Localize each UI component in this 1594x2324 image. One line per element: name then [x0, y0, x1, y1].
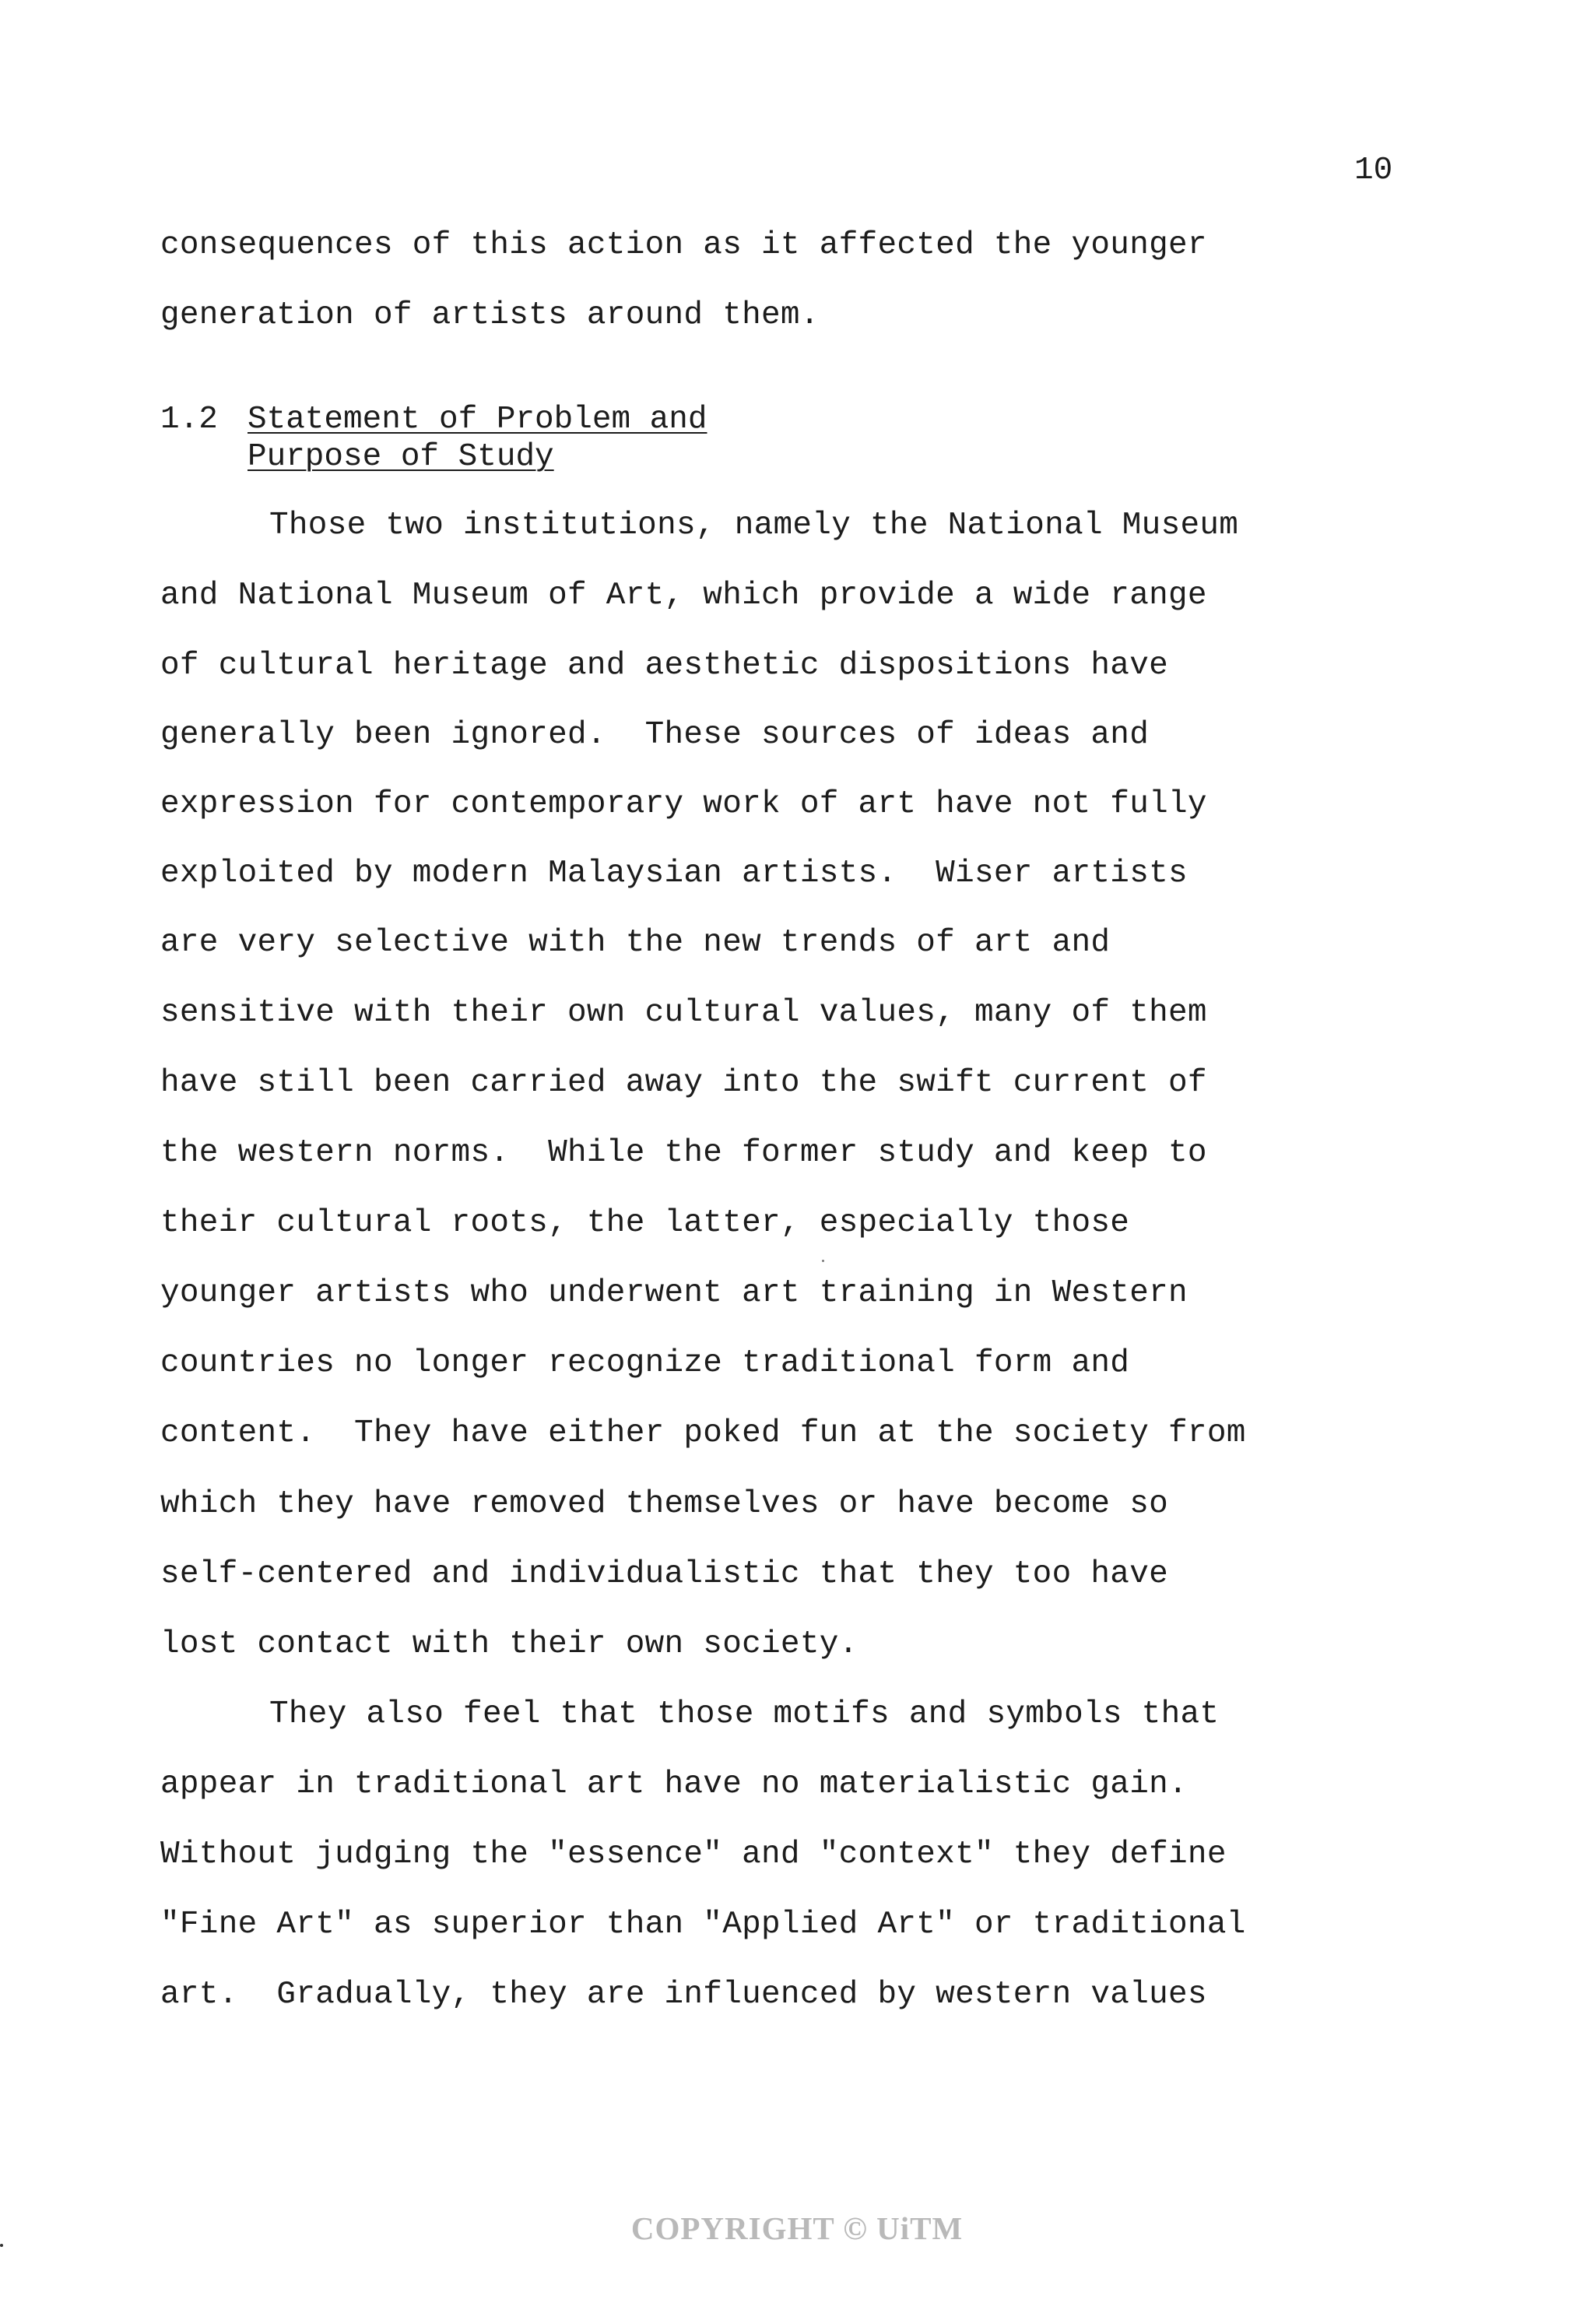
text-line: their cultural roots, the latter, especially those	[160, 1205, 1130, 1241]
section-title-line-1: Statement of Problem and	[248, 402, 707, 438]
text-line: self-centered and individualistic that they too have	[160, 1556, 1169, 1592]
text-line: Without judging the "essence" and "context" they define	[160, 1837, 1227, 1872]
text-line: consequences of this action as it affected the younger	[160, 227, 1207, 263]
text-line: expression for contemporary work of art have not fully	[160, 786, 1207, 822]
text-line: exploited by modern Malaysian artists. Wiser artists	[160, 856, 1188, 891]
text-line: appear in traditional art have no materialistic gain.	[160, 1767, 1188, 1802]
text-line: the western norms. While the former study and keep to	[160, 1135, 1207, 1171]
text-line: generally been ignored. These sources of ideas and	[160, 717, 1150, 753]
text-line: which they have removed themselves or have become so	[160, 1486, 1169, 1522]
text-line: are very selective with the new trends of art and	[160, 925, 1111, 961]
text-line: generation of artists around them.	[160, 297, 820, 333]
section-title-line-2: Purpose of Study	[248, 439, 554, 475]
text-line: lost contact with their own society.	[160, 1626, 858, 1662]
text-line: art. Gradually, they are influenced by western values	[160, 1977, 1207, 2013]
section-number: 1.2	[160, 402, 218, 438]
text-line: They also feel that those motifs and symbols that	[269, 1696, 1220, 1732]
text-line: Those two institutions, namely the National Museum	[269, 508, 1239, 543]
text-line: "Fine Art" as superior than "Applied Art" or traditional	[160, 1907, 1246, 1943]
scan-speck	[822, 1260, 824, 1262]
copyright-watermark: COPYRIGHT © UiTM	[630, 2210, 964, 2246]
text-line: have still been carried away into the swift current of	[160, 1065, 1207, 1101]
text-line: content. They have either poked fun at the society from	[160, 1415, 1246, 1451]
text-line: of cultural heritage and aesthetic dispositions have	[160, 648, 1169, 684]
text-line: and National Museum of Art, which provide a wide range	[160, 578, 1207, 614]
text-line: sensitive with their own cultural values, many of them	[160, 995, 1207, 1031]
text-line: countries no longer recognize traditional form and	[160, 1345, 1130, 1381]
text-line: younger artists who underwent art training in Western	[160, 1275, 1188, 1311]
page-number: 10	[1354, 153, 1393, 188]
